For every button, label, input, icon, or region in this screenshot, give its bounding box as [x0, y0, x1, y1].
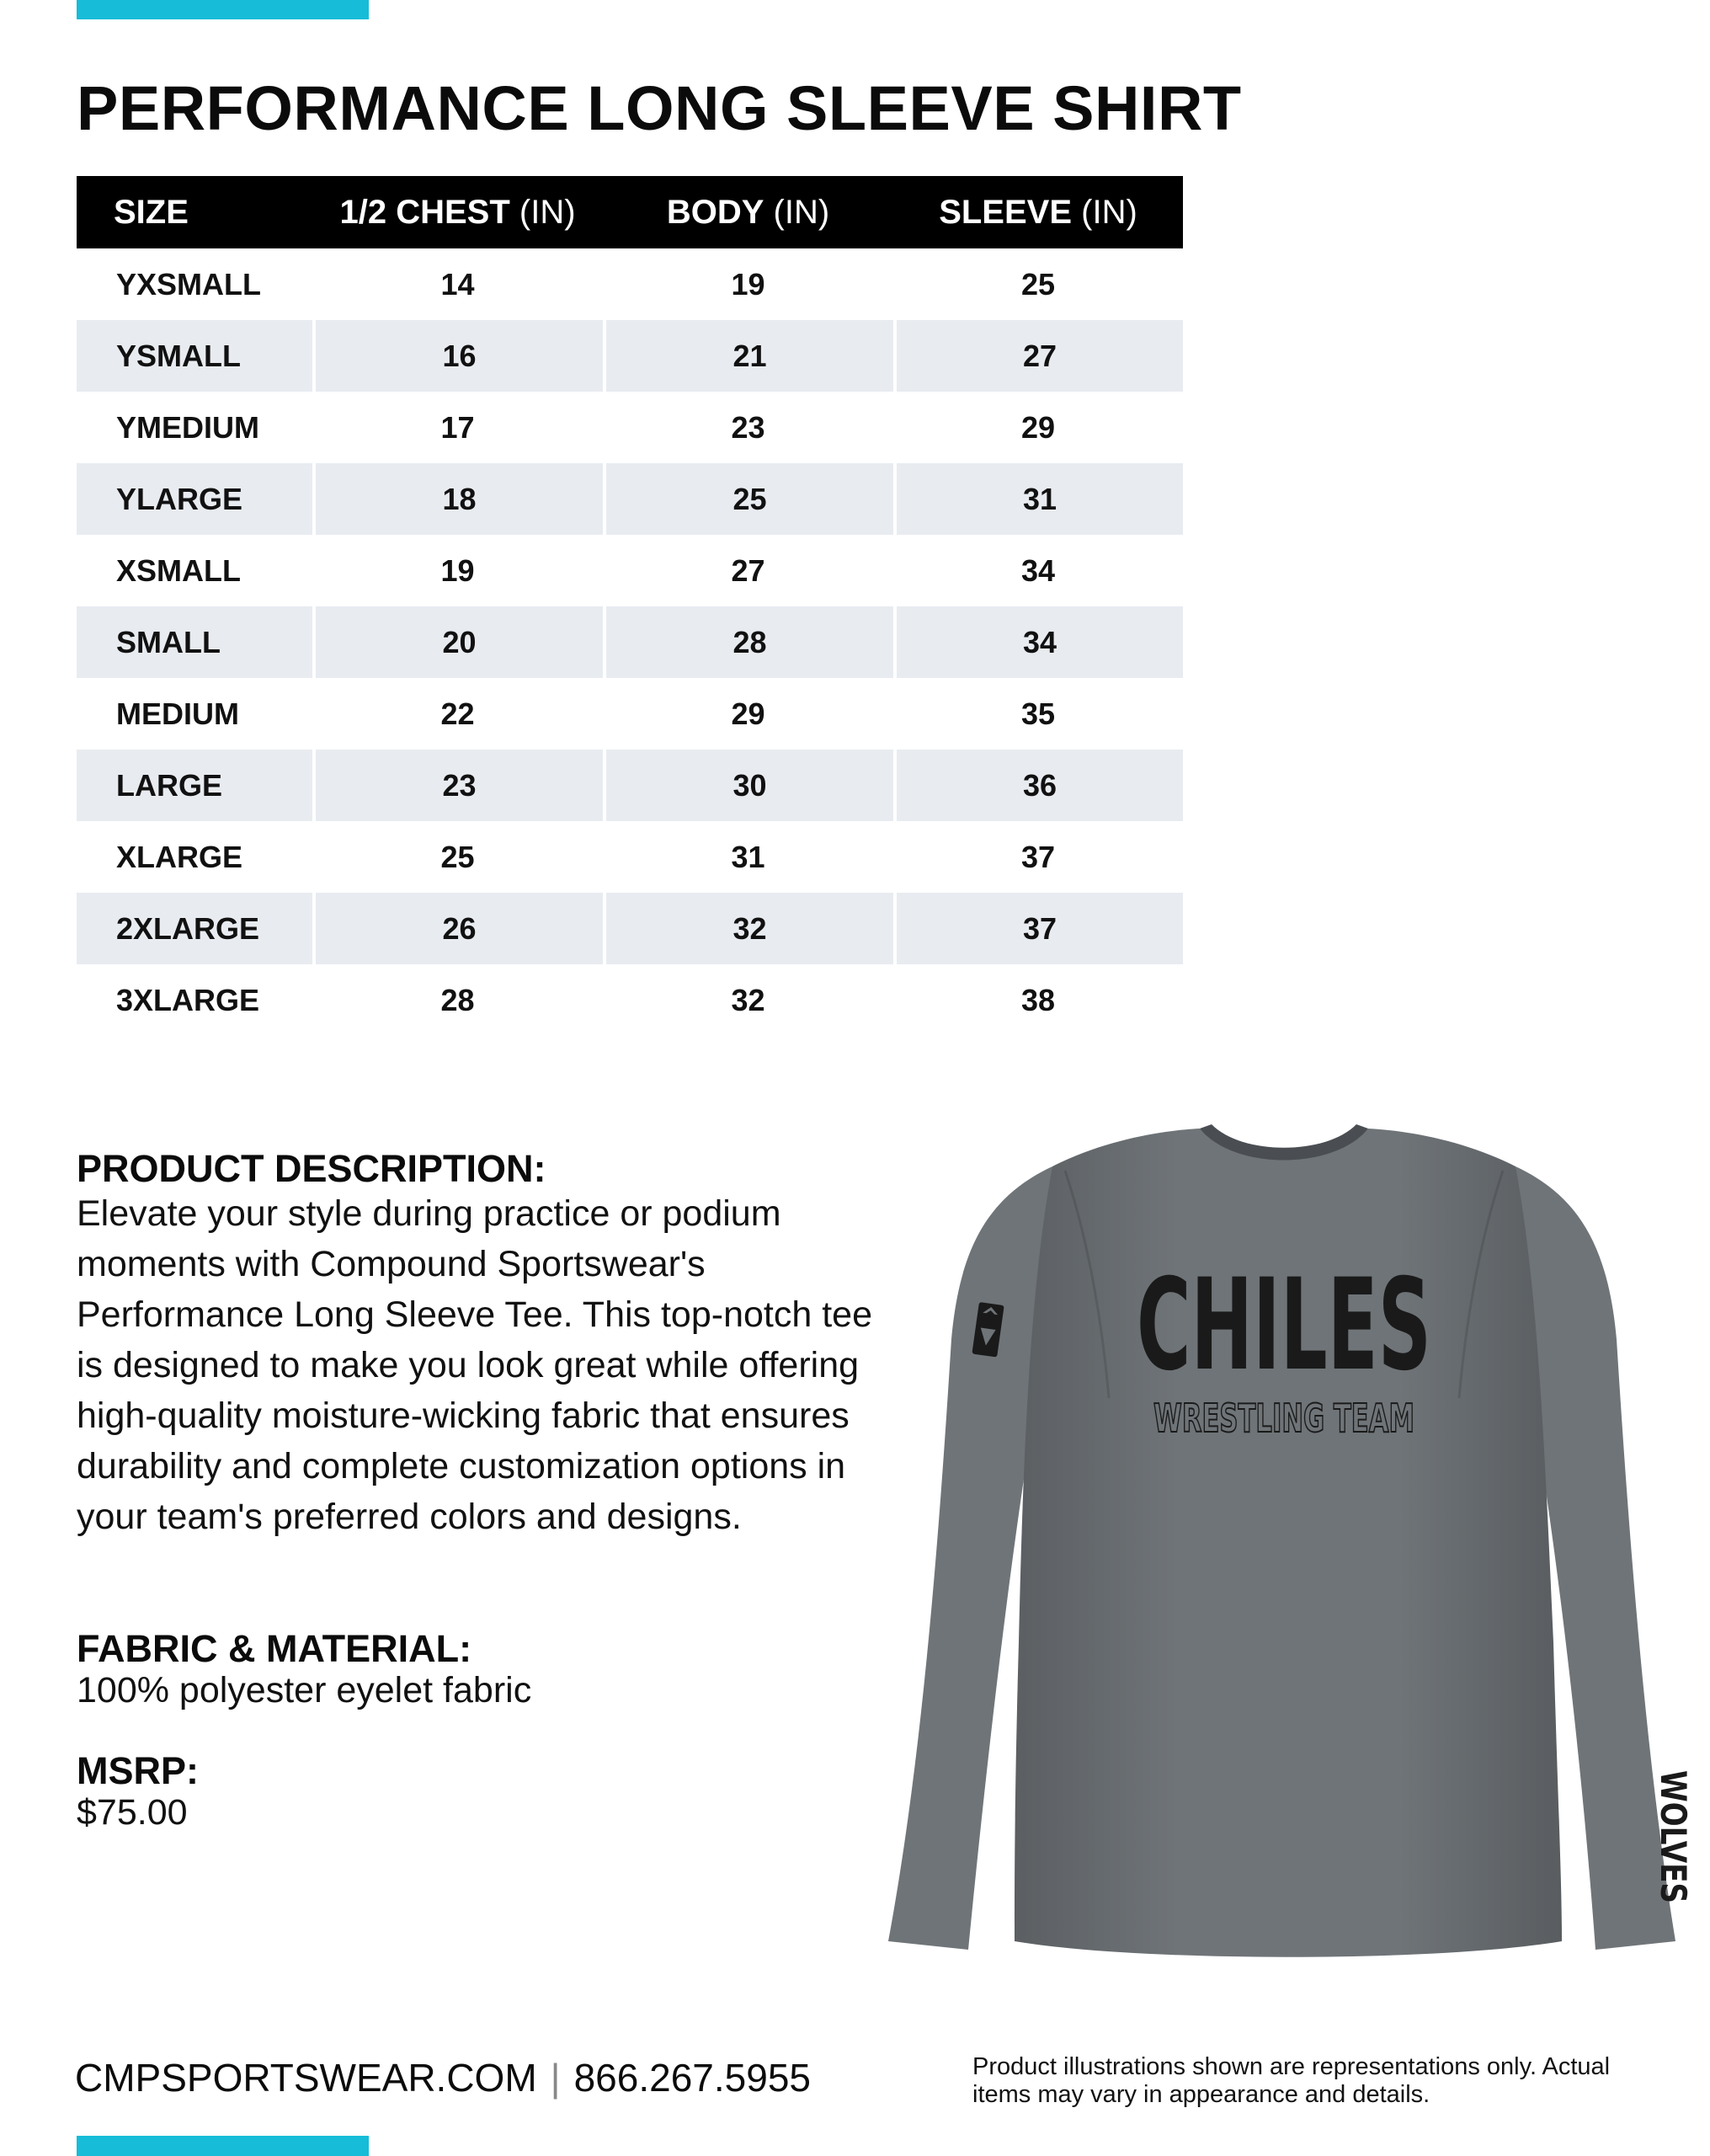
product-description-heading: PRODUCT DESCRIPTION:: [77, 1147, 546, 1190]
page-title: PERFORMANCE LONG SLEEVE SHIRT: [77, 73, 1242, 143]
cell-sleeve: 29: [1020, 409, 1056, 445]
table-row: [77, 606, 1183, 678]
cell-size: YSMALL: [77, 320, 312, 392]
cell-chest: 18: [312, 463, 603, 535]
fabric-text: 100% polyester eyelet fabric: [77, 1670, 532, 1710]
cell-body: 25: [603, 463, 893, 535]
size-chart-header-row: [77, 176, 1183, 248]
cell-chest: 23: [312, 750, 603, 821]
header-chest: 1/2 CHEST (IN): [312, 176, 603, 248]
disclaimer-text: Product illustrations shown are representations only. Actual items may vary in appearance and details.: [972, 2053, 1611, 2108]
cell-body: 31: [731, 839, 765, 874]
cell-size: YMEDIUM: [116, 409, 259, 445]
cell-size: SMALL: [77, 606, 312, 678]
sleeve-print-text: WOLVES: [1653, 1770, 1694, 1935]
header-sleeve: SLEEVE (IN): [893, 176, 1183, 248]
cell-size: YXSMALL: [116, 266, 262, 302]
cell-body: 21: [603, 320, 893, 392]
cell-body: 30: [603, 750, 893, 821]
table-row: [77, 678, 1183, 750]
cell-chest: 19: [440, 552, 475, 588]
table-row: [77, 248, 1183, 320]
table-row: [77, 392, 1183, 463]
cell-body: 28: [603, 606, 893, 678]
cell-chest: 28: [440, 982, 475, 1017]
cell-sleeve: 38: [1020, 982, 1056, 1017]
cell-body: 27: [731, 552, 765, 588]
cell-sleeve: 34: [893, 606, 1183, 678]
chest-print-text: CHILES: [1137, 1252, 1431, 1399]
cell-body: 29: [731, 696, 765, 731]
table-row: [77, 463, 1183, 535]
product-description-text: Elevate your style during practice or podium moments with Compound Sportswear's Performance Long Sleeve Tee. This top-notch tee is designed to make you look great while offering high-quality moisture-wicking fabric that ensures durability and complete customization options in your team's preferred colors and designs.: [77, 1193, 872, 1537]
table-row: [77, 821, 1183, 893]
cell-body: 32: [731, 982, 765, 1017]
cell-chest: 26: [312, 893, 603, 964]
cell-sleeve: 31: [893, 463, 1183, 535]
table-row: [77, 535, 1183, 606]
cell-size: XSMALL: [116, 552, 241, 588]
cell-sleeve: 34: [1020, 552, 1056, 588]
cell-size: MEDIUM: [116, 696, 239, 731]
cell-size: XLARGE: [116, 839, 243, 874]
cell-chest: 16: [312, 320, 603, 392]
cell-chest: 22: [440, 696, 475, 731]
msrp-heading: MSRP:: [77, 1749, 199, 1792]
product-shirt-illustration: [888, 1120, 1694, 1979]
chest-print-subtext: WRESTLING TEAM: [1153, 1396, 1414, 1441]
cell-sleeve: 35: [1020, 696, 1056, 731]
bottom-accent-bar: [77, 2136, 369, 2156]
cell-sleeve: 37: [893, 893, 1183, 964]
header-body: BODY (IN): [603, 176, 893, 248]
cell-sleeve: 37: [1020, 839, 1056, 874]
size-chart-table: [77, 176, 1183, 1036]
fabric-heading: FABRIC & MATERIAL:: [77, 1627, 472, 1670]
cell-chest: 14: [440, 266, 475, 302]
phone-number[interactable]: 866.267.5955: [573, 2056, 811, 2100]
cell-size: LARGE: [77, 750, 312, 821]
cell-sleeve: 25: [1020, 266, 1056, 302]
cell-chest: 20: [312, 606, 603, 678]
header-size: SIZE: [77, 176, 312, 248]
cell-size: 3XLARGE: [116, 982, 260, 1017]
msrp-price: $75.00: [77, 1792, 188, 1833]
cell-size: YLARGE: [77, 463, 312, 535]
cell-chest: 25: [440, 839, 475, 874]
cell-body: 23: [731, 409, 765, 445]
cell-body: 19: [731, 266, 765, 302]
footer-contact: [75, 2055, 811, 2100]
top-accent-bar: [77, 0, 369, 19]
cell-body: 32: [603, 893, 893, 964]
cell-sleeve: 36: [893, 750, 1183, 821]
cell-size: 2XLARGE: [77, 893, 312, 964]
table-row: [77, 893, 1183, 964]
table-row: [77, 750, 1183, 821]
table-row: [77, 964, 1183, 1036]
table-row: [77, 320, 1183, 392]
cell-sleeve: 27: [893, 320, 1183, 392]
website-link[interactable]: CMPSPORTSWEAR.COM: [75, 2056, 537, 2100]
footer-separator: |: [550, 2056, 561, 2100]
cell-chest: 17: [440, 409, 475, 445]
